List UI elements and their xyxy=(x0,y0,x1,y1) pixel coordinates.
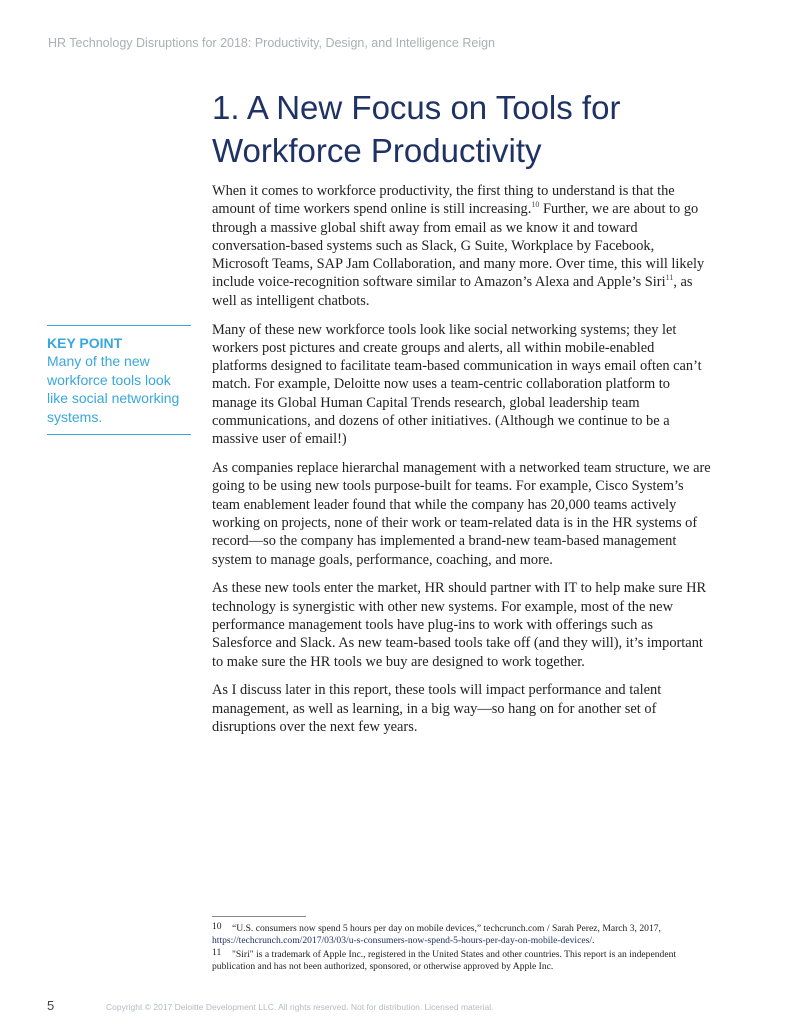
paragraph-1-part-a: When it comes to workforce productivity, the first thing to understand is that the amount of time workers spend online is still increasing. xyxy=(212,183,675,218)
section-title-line-1: 1. A New Focus on Tools for xyxy=(212,89,621,126)
paragraph-3: As companies replace hierarchal management with a networked team structure, we are going to be using new tools purpose-built for teams. For example, Cisco System’s team enablement leader found that while the company has 20,000 teams actively working on projects, none of their work or team-related data is in the HR systems of record—so the company has implemented a brand-new team-based management system to manage goals, performance, coaching, and more. xyxy=(212,460,711,568)
paragraph-5: As I discuss later in this report, these tools will impact performance and talent management, as well as learning, in a big way—so hang on for another set of disruptions over the next few years. xyxy=(212,682,662,736)
page-number: 5 xyxy=(47,998,55,1013)
copyright-notice: Copyright © 2017 Deloitte Development LLC. All rights reserved. Not for distribution. Licensed material. xyxy=(106,1002,494,1012)
paragraph-2: Many of these new workforce tools look like social networking systems; they let workers post pictures and create groups and alerts, all within mobile-enabled platforms designed to facilitate team-based communication in ways email often can’t match. For example, Deloitte now uses a team-centric collaboration platform to manage its Global Human Capital Trends research, global leadership team communications, and dozens of other initiatives. (Although we continue to be a massive user of email!) xyxy=(212,321,702,448)
running-header: HR Technology Disruptions for 2018: Productivity, Design, and Intelligence Reign xyxy=(48,36,496,50)
footnote-10-link[interactable]: https://techcrunch.com/2017/03/03/u-s-consumers-now-spend-5-hours-per-day-on-mobile-devices/ xyxy=(212,935,592,946)
footnote-11-text: "Siri" is a trademark of Apple Inc., registered in the United States and other countries. This report is an independent publication and has not been authorized, sponsored, or otherwise approved by Apple Inc. xyxy=(212,949,677,972)
footnote-10-end: . xyxy=(592,935,595,946)
section-title xyxy=(212,86,772,172)
footnote-11 xyxy=(212,947,712,973)
key-point-label: KEY POINT xyxy=(47,335,123,351)
key-point-callout xyxy=(47,325,191,435)
footnote-10-number: 10 xyxy=(212,921,222,932)
footnote-11-number: 11 xyxy=(212,947,222,958)
footnote-ref-11[interactable]: 11 xyxy=(665,273,674,283)
footnote-10-text: “U.S. consumers now spend 5 hours per day on mobile devices,” techcrunch.com / Sarah Perez, March 3, 2017, xyxy=(232,923,661,934)
paragraph-4: As these new tools enter the market, HR should partner with IT to help make sure HR technology is synergistic with other new systems. For example, most of the new performance management tools have plug-ins to work with offerings such as Salesforce and Slack. As new team-based tools take off (and they will), it’s important to make sure the HR tools we buy are designed to work together. xyxy=(212,580,707,670)
paragraph-1-part-c: , as well as intelligent chatbots. xyxy=(212,274,693,309)
footnote-ref-10[interactable]: 10 xyxy=(531,200,540,210)
paragraph-1 xyxy=(212,182,712,310)
footnote-divider xyxy=(212,916,306,917)
body-text xyxy=(212,182,712,747)
section-title-line-2: Workforce Productivity xyxy=(212,132,542,169)
footnote-10 xyxy=(212,921,712,947)
footnotes xyxy=(212,921,712,973)
key-point-text: Many of the new workforce tools look like social networking systems. xyxy=(47,353,180,425)
paragraph-1-part-b: Further, we are about to go through a massive global shift away from email as we know it and toward conversation-based systems such as Slack, G Suite, Workplace by Facebook, Microsoft Teams, SAP Jam Collaboration, and many more. Over time, this will likely include voice-recognition software similar to Amazon’s Alexa and Apple’s Siri xyxy=(212,201,705,291)
